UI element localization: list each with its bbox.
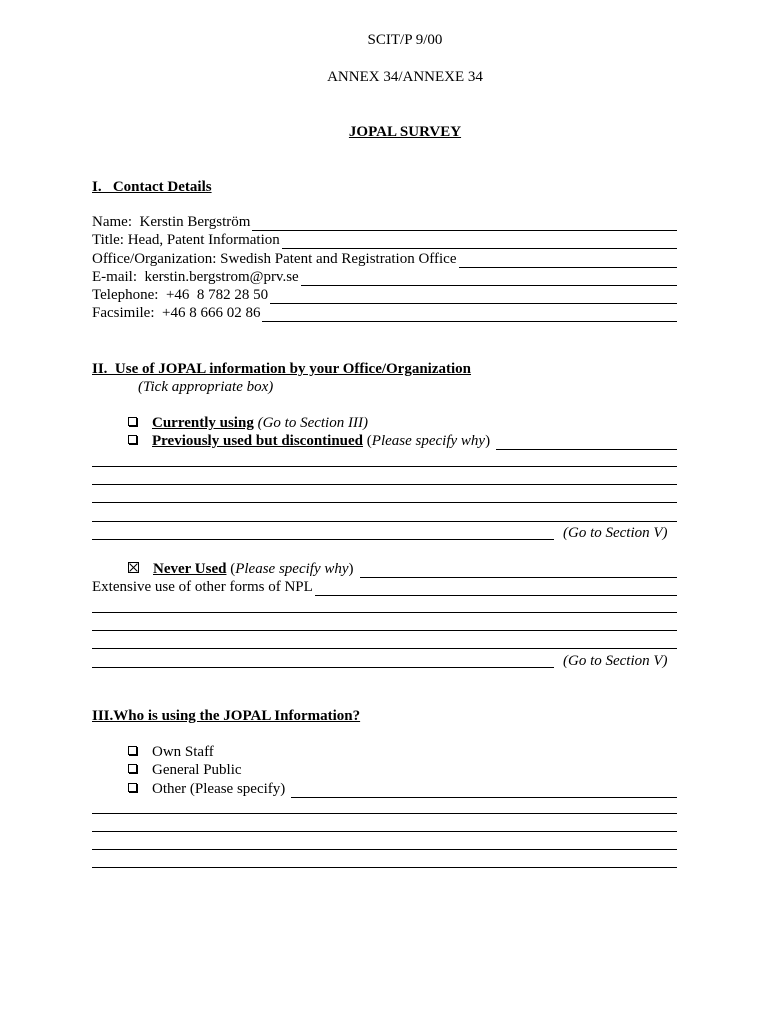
checkbox-icon[interactable]	[128, 783, 137, 792]
email-label: E-mail:	[92, 269, 137, 285]
facsimile-label: Facsimile:	[92, 305, 155, 321]
doc-reference: SCIT/P 9/00	[367, 32, 443, 48]
email-field[interactable]	[92, 268, 677, 286]
paren-open: (	[366, 433, 372, 449]
option-general-public[interactable]	[128, 761, 242, 779]
facsimile-value: +46 8 666 02 86	[162, 305, 261, 321]
title-field[interactable]	[92, 231, 677, 249]
option-previously-used[interactable]	[128, 432, 677, 450]
never-used-reason[interactable]	[92, 578, 677, 596]
answer-line[interactable]	[92, 502, 677, 503]
title-value: Head, Patent Information	[127, 232, 280, 248]
organization-value: Swedish Patent and Registration Office	[220, 251, 457, 267]
option-previously-used-label: Previously used but discontinued	[152, 433, 364, 449]
telephone-value: +46 8 782 28 50	[165, 287, 269, 303]
organization-field[interactable]	[92, 250, 677, 268]
name-field[interactable]	[92, 213, 677, 231]
option-other[interactable]	[128, 780, 677, 798]
checkbox-icon[interactable]	[128, 746, 137, 755]
facsimile-field[interactable]	[92, 304, 677, 322]
option-general-public-label: General Public	[152, 762, 242, 778]
checkbox-icon[interactable]	[128, 435, 137, 444]
title-label: Title:	[92, 232, 124, 248]
option-previously-used-note: Please specify why	[371, 433, 486, 449]
answer-line[interactable]	[92, 867, 677, 868]
answer-line[interactable]	[92, 813, 677, 814]
option-own-staff-label: Own Staff	[152, 744, 214, 760]
answer-line[interactable]	[92, 539, 554, 540]
answer-line[interactable]	[92, 630, 677, 631]
checked-checkbox-icon[interactable]	[128, 562, 139, 573]
goto-section-v: (Go to Section V)	[563, 653, 668, 669]
email-value: kerstin.bergstrom@prv.se	[144, 269, 299, 285]
section-3-heading: III.Who is using the JOPAL Information?	[92, 708, 361, 724]
telephone-label: Telephone:	[92, 287, 159, 303]
option-currently-using[interactable]	[128, 414, 368, 432]
paren-close: )	[485, 433, 491, 449]
answer-line[interactable]	[92, 831, 677, 832]
organization-label: Office/Organization:	[92, 251, 217, 267]
goto-section-v: (Go to Section V)	[563, 525, 668, 541]
never-used-reason-text: Extensive use of other forms of NPL	[92, 579, 313, 595]
tick-instruction: (Tick appropriate box)	[138, 379, 274, 395]
answer-line[interactable]	[92, 466, 677, 467]
name-label: Name:	[92, 214, 132, 230]
answer-line[interactable]	[92, 849, 677, 850]
option-never-used-note: Please specify why	[235, 561, 349, 577]
answer-line[interactable]	[92, 648, 677, 649]
option-never-used-label: Never Used	[153, 561, 227, 577]
option-never-used[interactable]: Never Used (Please specify why)	[128, 560, 677, 578]
checkbox-icon[interactable]	[128, 417, 137, 426]
annex-label: ANNEX 34/ANNEXE 34	[327, 69, 483, 85]
telephone-field[interactable]	[92, 286, 677, 304]
page-title: JOPAL SURVEY	[348, 124, 462, 140]
option-currently-using-note: (Go to Section III)	[257, 415, 368, 431]
section-2-heading: II. Use of JOPAL information by your Office/Organization	[92, 361, 472, 377]
name-value: Kerstin Bergström	[139, 214, 251, 230]
option-currently-using-label: Currently using	[152, 415, 254, 431]
option-other-label: Other (Please specify)	[152, 781, 286, 797]
answer-line[interactable]	[92, 484, 677, 485]
answer-line[interactable]	[92, 667, 554, 668]
answer-line[interactable]	[92, 521, 677, 522]
answer-line[interactable]	[92, 612, 677, 613]
checkbox-icon[interactable]	[128, 764, 137, 773]
option-own-staff[interactable]	[128, 743, 214, 761]
section-1-heading: I. Contact Details	[92, 179, 212, 195]
